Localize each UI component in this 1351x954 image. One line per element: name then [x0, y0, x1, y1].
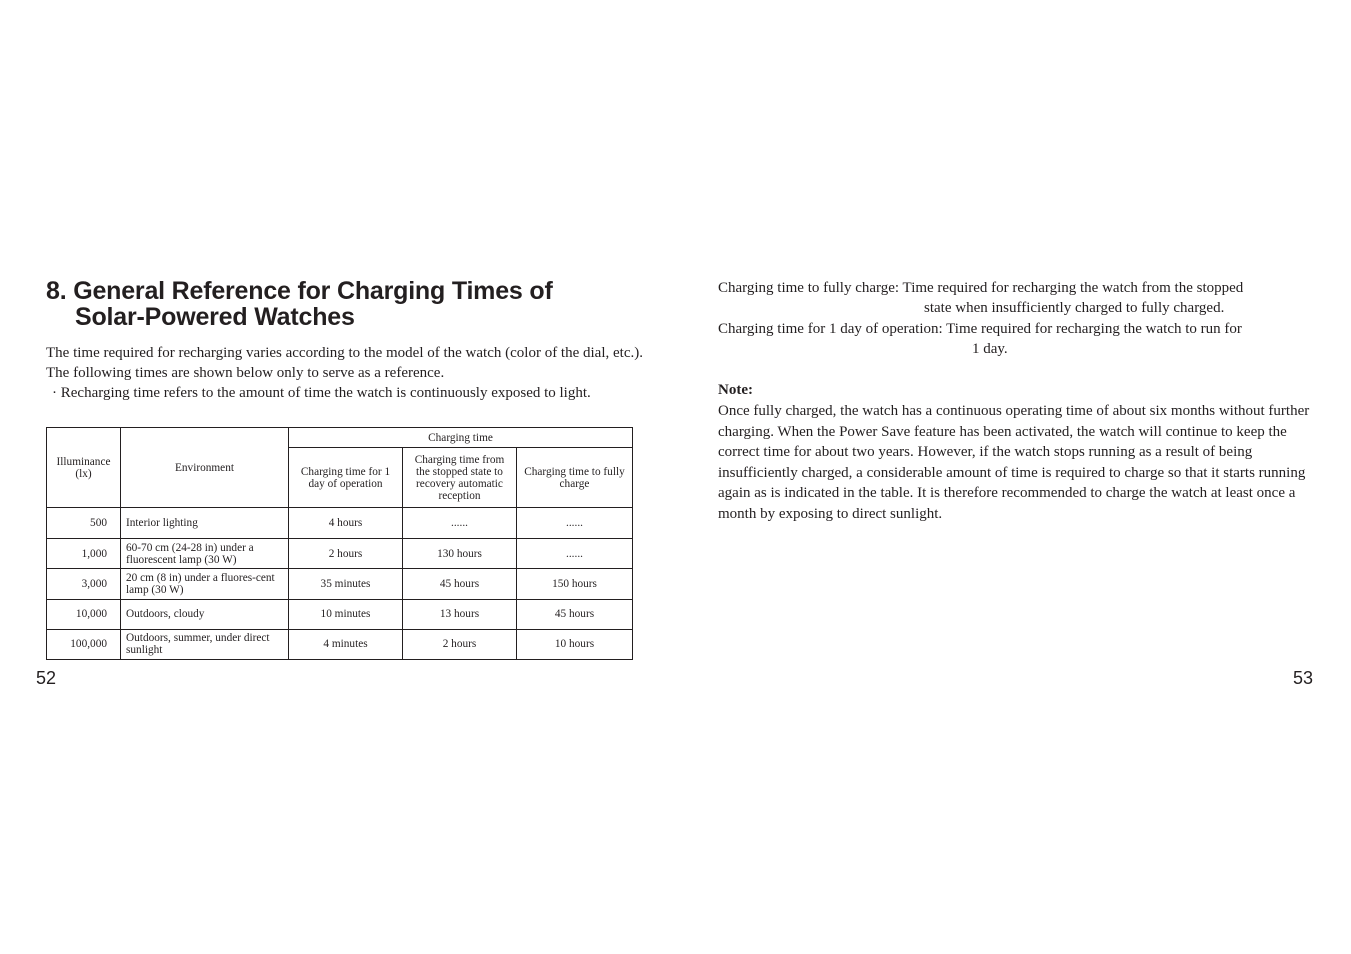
cell-recovery: 13 hours	[403, 599, 517, 629]
cell-lux: 10,000	[47, 599, 121, 629]
table-row	[47, 569, 633, 599]
cell-1-day: 35 minutes	[289, 569, 403, 599]
cell-recovery: 130 hours	[403, 539, 517, 569]
cell-environment: 20 cm (8 in) under a fluores-cent lamp (30 W)	[121, 569, 289, 599]
cell-environment: Outdoors, summer, under direct sunlight	[121, 629, 289, 659]
cell-recovery: 2 hours	[403, 629, 517, 659]
cell-lux: 500	[47, 508, 121, 539]
cell-lux: 100,000	[47, 629, 121, 659]
intro-bullet: · Recharging time refers to the amount of time the watch is continuously exposed to light.	[52, 385, 591, 401]
section-heading	[46, 278, 646, 330]
header-recovery: Charging time from the stopped state to recovery automatic reception	[403, 448, 517, 508]
cell-recovery: 45 hours	[403, 569, 517, 599]
table-row	[47, 629, 633, 659]
table-row	[47, 508, 633, 539]
definition-1-day-line-1: Charging time for 1 day of operation: Time required for recharging the watch to run for	[718, 321, 1242, 337]
cell-full: 10 hours	[517, 629, 633, 659]
heading-line-2: Solar-Powered Watches	[75, 303, 355, 331]
intro-paragraph	[46, 343, 646, 403]
table-row	[47, 599, 633, 629]
cell-1-day: 2 hours	[289, 539, 403, 569]
cell-full: 45 hours	[517, 599, 633, 629]
cell-full: 150 hours	[517, 569, 633, 599]
page-number-left: 52	[36, 668, 57, 688]
cell-1-day: 10 minutes	[289, 599, 403, 629]
cell-lux: 3,000	[47, 569, 121, 599]
cell-lux: 1,000	[47, 539, 121, 569]
definition-full-charge	[718, 278, 1318, 318]
cell-1-day: 4 minutes	[289, 629, 403, 659]
header-1-day-operation: Charging time for 1 day of operation	[289, 448, 403, 508]
header-environment: Environment	[121, 428, 289, 508]
heading-line-1: 8. General Reference for Charging Times of	[46, 277, 553, 305]
cell-environment: Interior lighting	[121, 508, 289, 539]
header-illuminance: Illuminance (lx)	[47, 428, 121, 508]
definition-1-day	[718, 319, 1318, 359]
cell-environment: Outdoors, cloudy	[121, 599, 289, 629]
cell-1-day: 4 hours	[289, 508, 403, 539]
cell-environment: 60-70 cm (24-28 in) under a fluorescent lamp (30 W)	[121, 539, 289, 569]
cell-full: ......	[517, 508, 633, 539]
page-number-right: 53	[1293, 668, 1314, 688]
cell-recovery: ......	[403, 508, 517, 539]
note-title: Note:	[718, 382, 753, 398]
table-row	[47, 539, 633, 569]
definition-full-charge-line-1: Charging time to fully charge: Time required for recharging the watch from the stopped	[718, 280, 1244, 296]
cell-full: ......	[517, 539, 633, 569]
definition-full-charge-line-2: state when insufficiently charged to fully charged.	[924, 300, 1225, 316]
note-text: Once fully charged, the watch has a continuous operating time of about six months without further charging. When the Power Save feature has been activated, the watch will continue to keep the correct time for about two years. However, if the watch stops running as a result of being insufficiently charged, a considerable amount of time is required to charge so that it starts running again as is indicated in the table. It is therefore recommended to charge the watch at least once a month by exposing to direct sunlight.	[718, 403, 1310, 522]
charging-time-table	[46, 427, 633, 660]
definition-1-day-line-2: 1 day.	[972, 341, 1008, 357]
header-full-charge: Charging time to fully charge	[517, 448, 633, 508]
header-charging-time: Charging time	[289, 428, 633, 448]
intro-text: The time required for recharging varies according to the model of the watch (color of the dial, etc.). The following times are shown below only to serve as a reference.	[46, 345, 643, 381]
